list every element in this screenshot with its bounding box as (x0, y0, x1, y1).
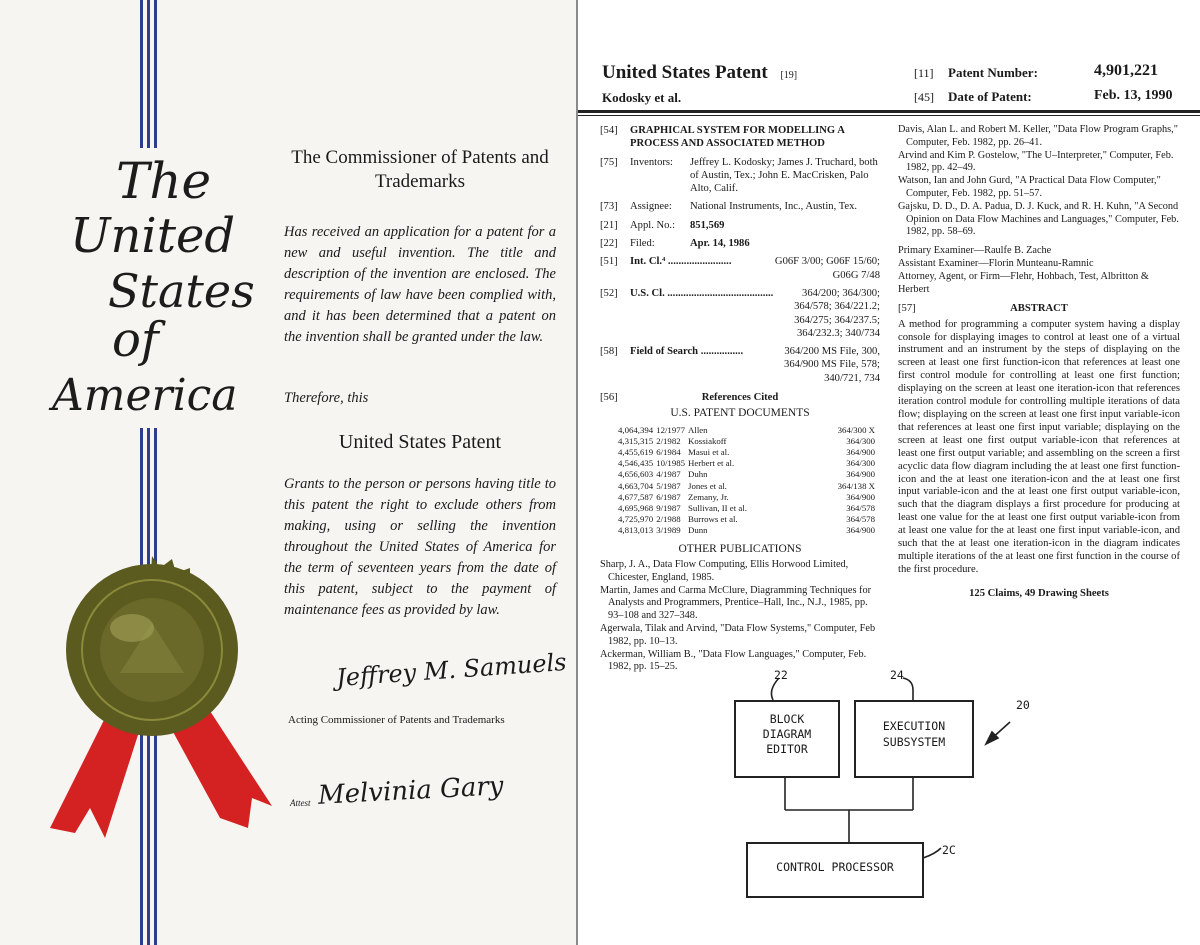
reference-name: Herbert et al. (688, 458, 735, 469)
patent-reference-row (618, 525, 878, 536)
reference-number: 4,064,394 (618, 424, 654, 435)
patent-reference-row (618, 503, 878, 514)
reference-number: 4,663,704 (618, 480, 654, 491)
block-diagram-editor-box: BLOCK DIAGRAM EDITOR (734, 700, 840, 778)
gold-seal-with-ribbon (20, 548, 280, 858)
title-word-america: America (52, 370, 238, 421)
reference-date: 4/1987 (656, 469, 681, 480)
field-title: [54] GRAPHICAL SYSTEM FOR MODELLING A PROCESS AND ASSOCIATED METHOD (600, 125, 845, 150)
citation-abstract-column (898, 124, 1180, 600)
examiner-line: Assistant Examiner—Florin Munteanu-Ramnic (898, 257, 1094, 269)
patent-reference-row (618, 514, 878, 525)
date-of-patent: Feb. 13, 1990 (1094, 88, 1173, 103)
other-publications-right (898, 124, 1180, 239)
field-filed: [22] Filed: Apr. 14, 1986 (600, 238, 750, 250)
ref-label-22: 22 (774, 668, 788, 682)
field-us-cl: [52] U.S. Cl. ........................................ 364/200; 364/300; 364/578; 364/221.2; 364/275; 364/237.5; 364/232.3; 340/734 (600, 287, 880, 339)
title-word-of: of (112, 312, 159, 368)
date-label: Date of Patent: (948, 89, 1032, 104)
reference-name: Sullivan, II et al. (688, 503, 747, 514)
title-word-states: States (108, 264, 255, 318)
reference-number: 4,315,315 (618, 435, 654, 446)
reference-date: 6/1984 (656, 447, 681, 458)
reference-class: 364/900 (846, 469, 876, 480)
attest-label: Attest (290, 798, 311, 808)
publication-citation: Gajsku, D. D., D. A. Padua, D. J. Kuck, and R. H. Kuhn, "A Second Opinion on Data Flow Machines and Languages," Computer, Feb. 1982, pp. 58–69. (898, 200, 1179, 238)
signature-commissioner: Jeffrey M. Samuels (335, 647, 568, 693)
reference-number: 4,725,970 (618, 514, 654, 525)
certificate-page (0, 0, 576, 945)
bibliographic-column (600, 124, 880, 674)
acting-commissioner-label: Acting Commissioner of Patents and Trademarks (288, 714, 505, 726)
reference-number: 4,695,968 (618, 503, 654, 514)
reference-date: 6/1987 (656, 491, 681, 502)
abstract-text: A method for programming a computer system having a display console for displaying images to control at least one of a virtual instrument and an instrument by the steps of displaying on the screen at least one first function-icon that references at least one first control module for controlling at least one first function; displaying on the screen at least one iteration-icon that references iteration control module for controlling multiple iterations of data flow; displaying on the screen at least one first input variable-icon that references at least one first input variable; displaying on the screen at least one first output variable-icon that references at least one first output variable; and assembling on the screen a first acyclic data flow diagram including the at least one first function-icon and the at least one iteration-icon and the at least one first input variable-icon and the at least one first output variable-icon, such that the diagram displays a first procedure for producing at least one value for the at least one first output variable-icon from at least one value for the at least one first input variable-icon, and such that the at least one iteration-icon in the diagram indicates multiple iterations of the at least one first function in the course of the first procedure. (898, 318, 1180, 575)
reference-date: 2/1988 (656, 514, 681, 525)
field-assignee: [73] Assignee: National Instruments, Inc., Austin, Tex. (600, 201, 858, 213)
reference-class: 364/900 (846, 491, 876, 502)
reference-class: 364/300 X (837, 424, 876, 435)
ref-label-2c: 2C (942, 843, 956, 857)
patent-reference-row (618, 492, 878, 503)
publication-citation: Watson, Ian and John Gurd, "A Practical Data Flow Computer," Computer, Feb. 1982, pp. 51–57. (898, 175, 1161, 199)
publication-citation: Sharp, J. A., Data Flow Computing, Ellis Horwood Limited, Chicester, England, 1985. (600, 558, 849, 583)
title-word-the: The (116, 152, 212, 210)
reference-class: 364/578 (846, 514, 876, 525)
publication-citation: Ackerman, William B., "Data Flow Languages," Computer, Feb. 1982, pp. 15–25. (600, 648, 867, 673)
title-word-united: United (70, 208, 236, 264)
us-patent-documents-table (618, 425, 878, 537)
header-rule-thick (578, 110, 1200, 113)
flag-stripes-top (140, 0, 160, 148)
therefore-text: Therefore, this (284, 390, 369, 406)
examiners-block (898, 245, 1180, 296)
reference-number: 4,656,603 (618, 469, 654, 480)
commissioner-heading: The Commissioner of Patents and Trademarks (291, 147, 549, 192)
ref-label-24: 24 (890, 668, 904, 682)
signature-attest: Melvinia Gary (317, 771, 505, 811)
reference-name: Kossiakoff (688, 435, 727, 446)
intro-paragraph: Has received an application for a patent for a new and useful invention. The title and description of the invention are enclosed. The requirements of law have been complied with, and it has been determined that a patent on the invention shall be granted under the law. (284, 224, 556, 345)
reference-name: Masui et al. (688, 447, 730, 458)
reference-date: 2/1982 (656, 435, 681, 446)
grant-paragraph: Grants to the person or persons having title to this patent the right to exclude others from making, using or selling the invention throughout the United States of America for the term of seventeen years from the date of this patent, subject to the payment of maintenance fees as provided by law. (284, 476, 556, 618)
field-int-cl: [51] Int. Cl.⁴ ........................ G06F 3/00; G06F 15/60; G06G 7/48 (600, 256, 880, 281)
reference-date: 9/1987 (656, 503, 681, 514)
reference-class: 364/138 X (837, 480, 876, 491)
patent-number: 4,901,221 (1094, 62, 1158, 79)
reference-class: 364/300 (846, 435, 876, 446)
reference-date: 12/1977 (656, 424, 686, 435)
patent-reference-row (618, 469, 878, 480)
patent-reference-row (618, 436, 878, 447)
examiner-line: Primary Examiner—Raulfe B. Zache (898, 245, 1052, 257)
publication-citation: Arvind and Kim P. Gostelow, "The U–Interpreter," Computer, Feb. 1982, pp. 42–49. (898, 149, 1174, 174)
execution-subsystem-box: EXECUTION SUBSYSTEM (854, 700, 974, 778)
reference-name: Burrows et al. (688, 514, 738, 525)
reference-number: 4,455,619 (618, 447, 654, 458)
field-of-search: [58] Field of Search ................ 364/200 MS File, 300, 364/900 MS File, 578; 340/721, 734 (600, 346, 880, 384)
claims-count: 125 Claims, 49 Drawing Sheets (969, 587, 1109, 599)
other-publications-left (600, 559, 880, 674)
control-processor-box: CONTROL PROCESSOR (746, 842, 924, 898)
reference-name: Zemany, Jr. (688, 491, 729, 502)
reference-class: 364/900 (846, 447, 876, 458)
patent-reference-row (618, 447, 878, 458)
field-inventors: [75] Inventors: Jeffrey L. Kodosky; James J. Truchard, both of Austin, Tex.; John E. MacCrisken, Palo Alto, Calif. (600, 156, 878, 195)
reference-date: 10/1985 (656, 458, 686, 469)
united-states-patent-title: United States Patent (338, 431, 502, 453)
ref-label-20: 20 (1016, 698, 1030, 712)
patent-number-code: [11] (914, 66, 934, 80)
date-code: [45] (914, 90, 934, 104)
reference-name: Jones et al. (688, 480, 727, 491)
patent-header-title: United States Patent [19] (602, 62, 798, 83)
patent-reference-row (618, 425, 878, 436)
reference-class: 364/900 (846, 525, 876, 536)
reference-date: 3/1989 (656, 525, 681, 536)
patent-reference-row (618, 481, 878, 492)
header-rule-thin (578, 115, 1200, 116)
reference-name: Duhn (688, 469, 708, 480)
examiner-line: Attorney, Agent, or Firm—Flehr, Hohbach, Test, Albritton & Herbert (898, 270, 1149, 295)
publication-citation: Martin, James and Carma McClure, Diagramming Techniques for Analysts and Programmers, Prentice–Hall, Inc., N.J., 1985, pp. 93–108 and 327–348. (600, 584, 872, 622)
reference-number: 4,677,587 (618, 491, 654, 502)
reference-date: 5/1987 (656, 480, 681, 491)
reference-name: Dunn (688, 525, 708, 536)
references-header: [56] References Cited (600, 392, 779, 404)
publication-citation: Agerwala, Tilak and Arvind, "Data Flow Systems," Computer, Feb 1982, pp. 10–13. (600, 622, 876, 647)
patent-front-page (578, 0, 1200, 945)
patent-number-label: Patent Number: (948, 65, 1038, 80)
reference-class: 364/300 (846, 458, 876, 469)
publication-citation: Davis, Alan L. and Robert M. Keller, "Data Flow Program Graphs," Computer, Feb. 1982, pp. 26–41. (898, 124, 1178, 148)
abstract-header: [57] ABSTRACT (898, 303, 1068, 315)
patent-reference-row (618, 458, 878, 469)
title-code: [19] (780, 70, 798, 81)
other-publications-title: OTHER PUBLICATIONS (678, 542, 802, 555)
field-appl-no: [21] Appl. No.: 851,569 (600, 219, 725, 231)
reference-number: 4,813,013 (618, 525, 654, 536)
reference-name: Allen (688, 424, 708, 435)
inventor-short: Kodosky et al. (602, 90, 682, 105)
us-patent-documents-title: U.S. PATENT DOCUMENTS (670, 407, 810, 420)
reference-class: 364/578 (846, 503, 876, 514)
reference-number: 4,546,435 (618, 458, 654, 469)
